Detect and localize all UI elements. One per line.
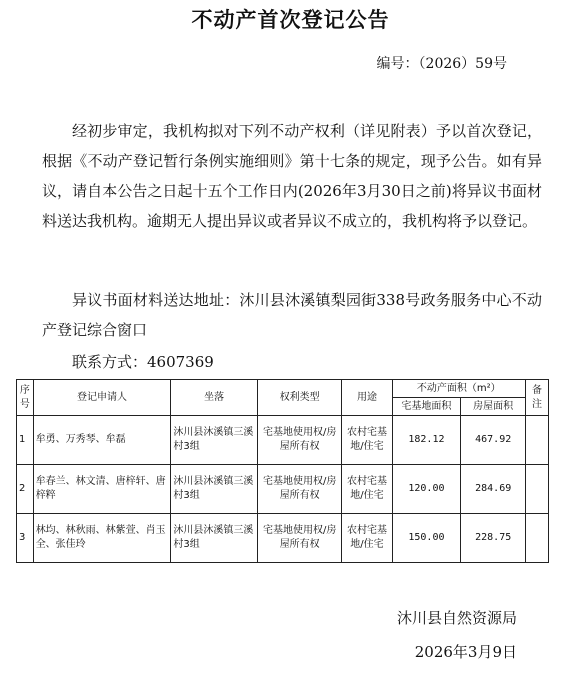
cell-applicant: 林均、林秋雨、林紫萱、肖玉全、张佳玲: [33, 514, 171, 563]
cell-land-area: 150.00: [392, 514, 461, 563]
header-use: 用途: [342, 380, 392, 416]
table-row: [17, 514, 549, 563]
cell-use: 农村宅基地/住宅: [342, 416, 392, 465]
cell-right-type: 宅基地使用权/房屋所有权: [257, 465, 341, 514]
header-land-area: 宅基地面积: [392, 398, 461, 416]
cell-right-type: 宅基地使用权/房屋所有权: [257, 416, 341, 465]
cell-applicant: 牟勇、万秀琴、牟磊: [33, 416, 171, 465]
cell-right-type: 宅基地使用权/房屋所有权: [257, 514, 341, 563]
cell-seq: 3: [17, 514, 34, 563]
header-location: 坐落: [171, 380, 258, 416]
issuing-organization: 沐川县自然资源局: [396, 609, 517, 627]
issue-date: 2026年3月9日: [414, 643, 517, 661]
announcement-paragraph-1: 经初步审定，我机构拟对下列不动产权利（详见附表）予以首次登记，根据《不动产登记暂行条例实施细则》第十七条的规定，现予公告。如有异议，请自本公告之日起十五个工作日内(2026年3月30日之前)将异议书面材料送达我机构。逾期无人提出异议或者异议不成立的，我机构将予以登记。: [42, 122, 542, 230]
header-remark: 备注: [526, 380, 549, 416]
table-row: [17, 416, 549, 465]
cell-location: 沐川县沐溪镇三溪村3组: [171, 514, 258, 563]
header-house-area: 房屋面积: [461, 398, 526, 416]
cell-land-area: 120.00: [392, 465, 461, 514]
document-number: 编号：（2026）59号: [376, 56, 507, 72]
cell-use: 农村宅基地/住宅: [342, 465, 392, 514]
cell-house-area: 228.75: [461, 514, 526, 563]
contact-info: 联系方式：4607369: [72, 353, 214, 371]
header-seq: 序号: [17, 380, 34, 416]
header-area-group: 不动产面积（m²）: [392, 380, 526, 398]
objection-address-paragraph: 异议书面材料送达地址：沐川县沐溪镇梨园街338号政务服务中心不动产登记综合窗口: [42, 291, 542, 339]
header-applicant: 登记申请人: [33, 380, 171, 416]
cell-seq: 1: [17, 416, 34, 465]
cell-applicant: 牟春兰、林文清、唐梓轩、唐梓粹: [33, 465, 171, 514]
page-title: 不动产首次登记公告: [191, 7, 390, 32]
cell-remark: [526, 514, 549, 563]
cell-house-area: 284.69: [461, 465, 526, 514]
cell-location: 沐川县沐溪镇三溪村3组: [171, 416, 258, 465]
cell-land-area: 182.12: [392, 416, 461, 465]
header-right-type: 权利类型: [257, 380, 341, 416]
cell-location: 沐川县沐溪镇三溪村3组: [171, 465, 258, 514]
cell-use: 农村宅基地/住宅: [342, 514, 392, 563]
registration-table: [16, 379, 549, 563]
cell-house-area: 467.92: [461, 416, 526, 465]
cell-remark: [526, 416, 549, 465]
cell-seq: 2: [17, 465, 34, 514]
table-row: [17, 465, 549, 514]
cell-remark: [526, 465, 549, 514]
